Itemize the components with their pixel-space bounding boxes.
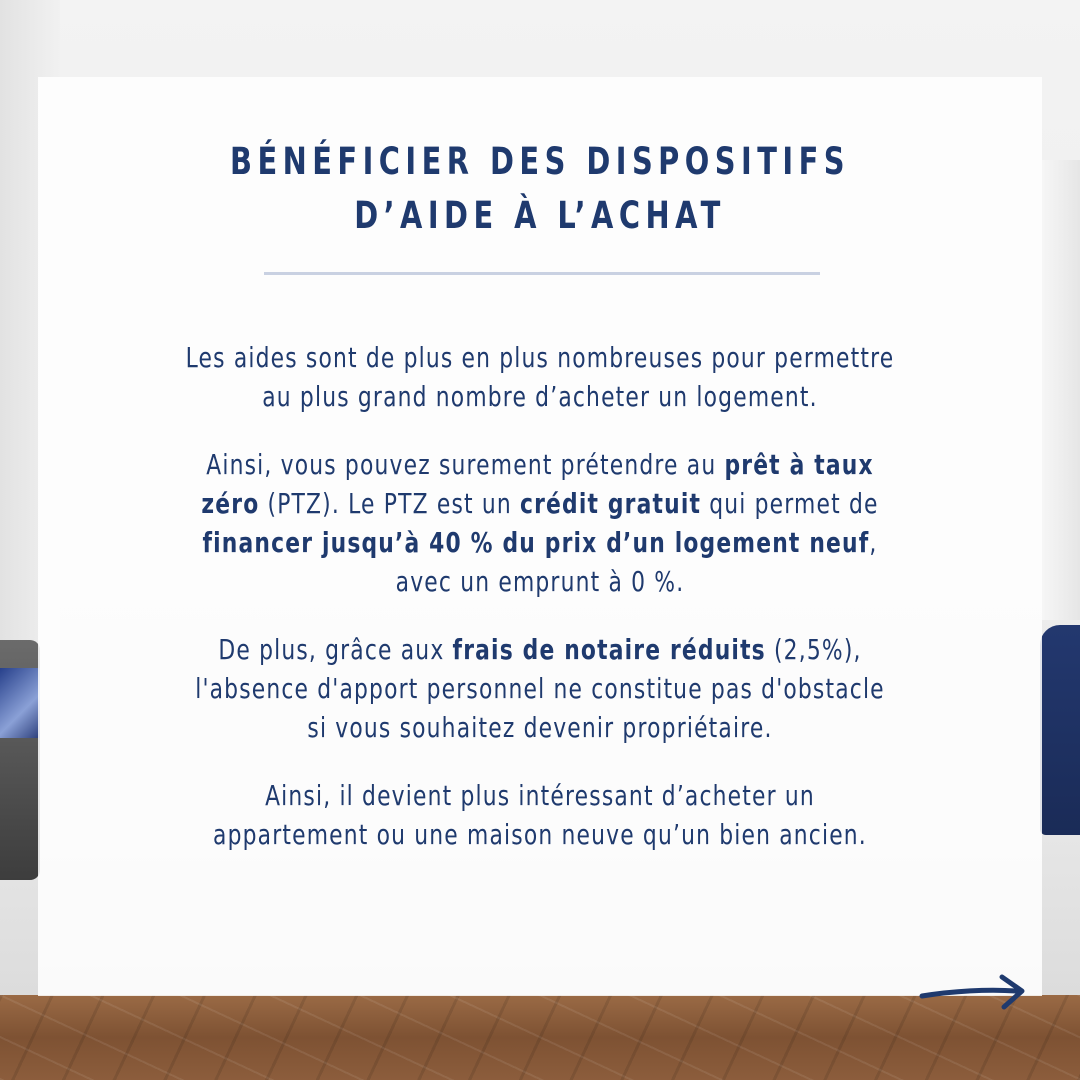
text-segment: qui permet de bbox=[701, 487, 879, 520]
paragraph-line bbox=[148, 523, 931, 562]
paragraph-line: si vous souhaitez devenir propriétaire. bbox=[307, 711, 773, 744]
background-armchair bbox=[1040, 625, 1080, 835]
paragraph-conclusion bbox=[148, 776, 931, 854]
paragraph-line bbox=[148, 445, 931, 484]
paragraph-line: avec un emprunt à 0 %. bbox=[395, 565, 685, 598]
page-title bbox=[148, 135, 931, 243]
arrow-right-icon[interactable] bbox=[918, 967, 1028, 1017]
paragraph-line: au plus grand nombre d’acheter un logement. bbox=[262, 380, 818, 413]
paragraph-line: Ainsi, il devient plus intéressant d’acheter un bbox=[265, 779, 815, 812]
highlight-pret-taux: prêt à taux bbox=[724, 448, 874, 481]
highlight-financer: financer jusqu’à 40 % du prix d’un logement neuf bbox=[202, 526, 870, 559]
text-segment: Ainsi, vous pouvez surement prétendre au bbox=[206, 448, 725, 481]
text-segment: , bbox=[869, 526, 878, 559]
paragraph-line: Les aides sont de plus en plus nombreuses pour permettre bbox=[185, 341, 895, 374]
content-card bbox=[38, 77, 1042, 996]
paragraph-intro bbox=[148, 338, 931, 416]
paragraph-line bbox=[148, 484, 931, 523]
text-segment: (2,5%), bbox=[765, 633, 862, 666]
paragraph-notaire bbox=[148, 630, 931, 747]
title-divider bbox=[264, 272, 820, 275]
title-line-1: BÉNÉFICIER DES DISPOSITIFS bbox=[229, 140, 851, 183]
background-cushion bbox=[0, 668, 40, 738]
highlight-zero: zéro bbox=[201, 487, 260, 520]
body-text bbox=[148, 338, 931, 883]
paragraph-line: l'absence d'apport personnel ne constitue pas d'obstacle bbox=[195, 672, 885, 705]
highlight-frais-notaire: frais de notaire réduits bbox=[452, 633, 766, 666]
text-segment: (PTZ). Le PTZ est un bbox=[259, 487, 521, 520]
paragraph-line bbox=[148, 630, 931, 669]
title-line-2: D’AIDE À L’ACHAT bbox=[354, 194, 726, 237]
paragraph-line: appartement ou une maison neuve qu’un bien ancien. bbox=[213, 818, 867, 851]
paragraph-ptz bbox=[148, 445, 931, 601]
highlight-credit-gratuit: crédit gratuit bbox=[520, 487, 702, 520]
background-window bbox=[1042, 160, 1080, 620]
text-segment: De plus, grâce aux bbox=[218, 633, 453, 666]
